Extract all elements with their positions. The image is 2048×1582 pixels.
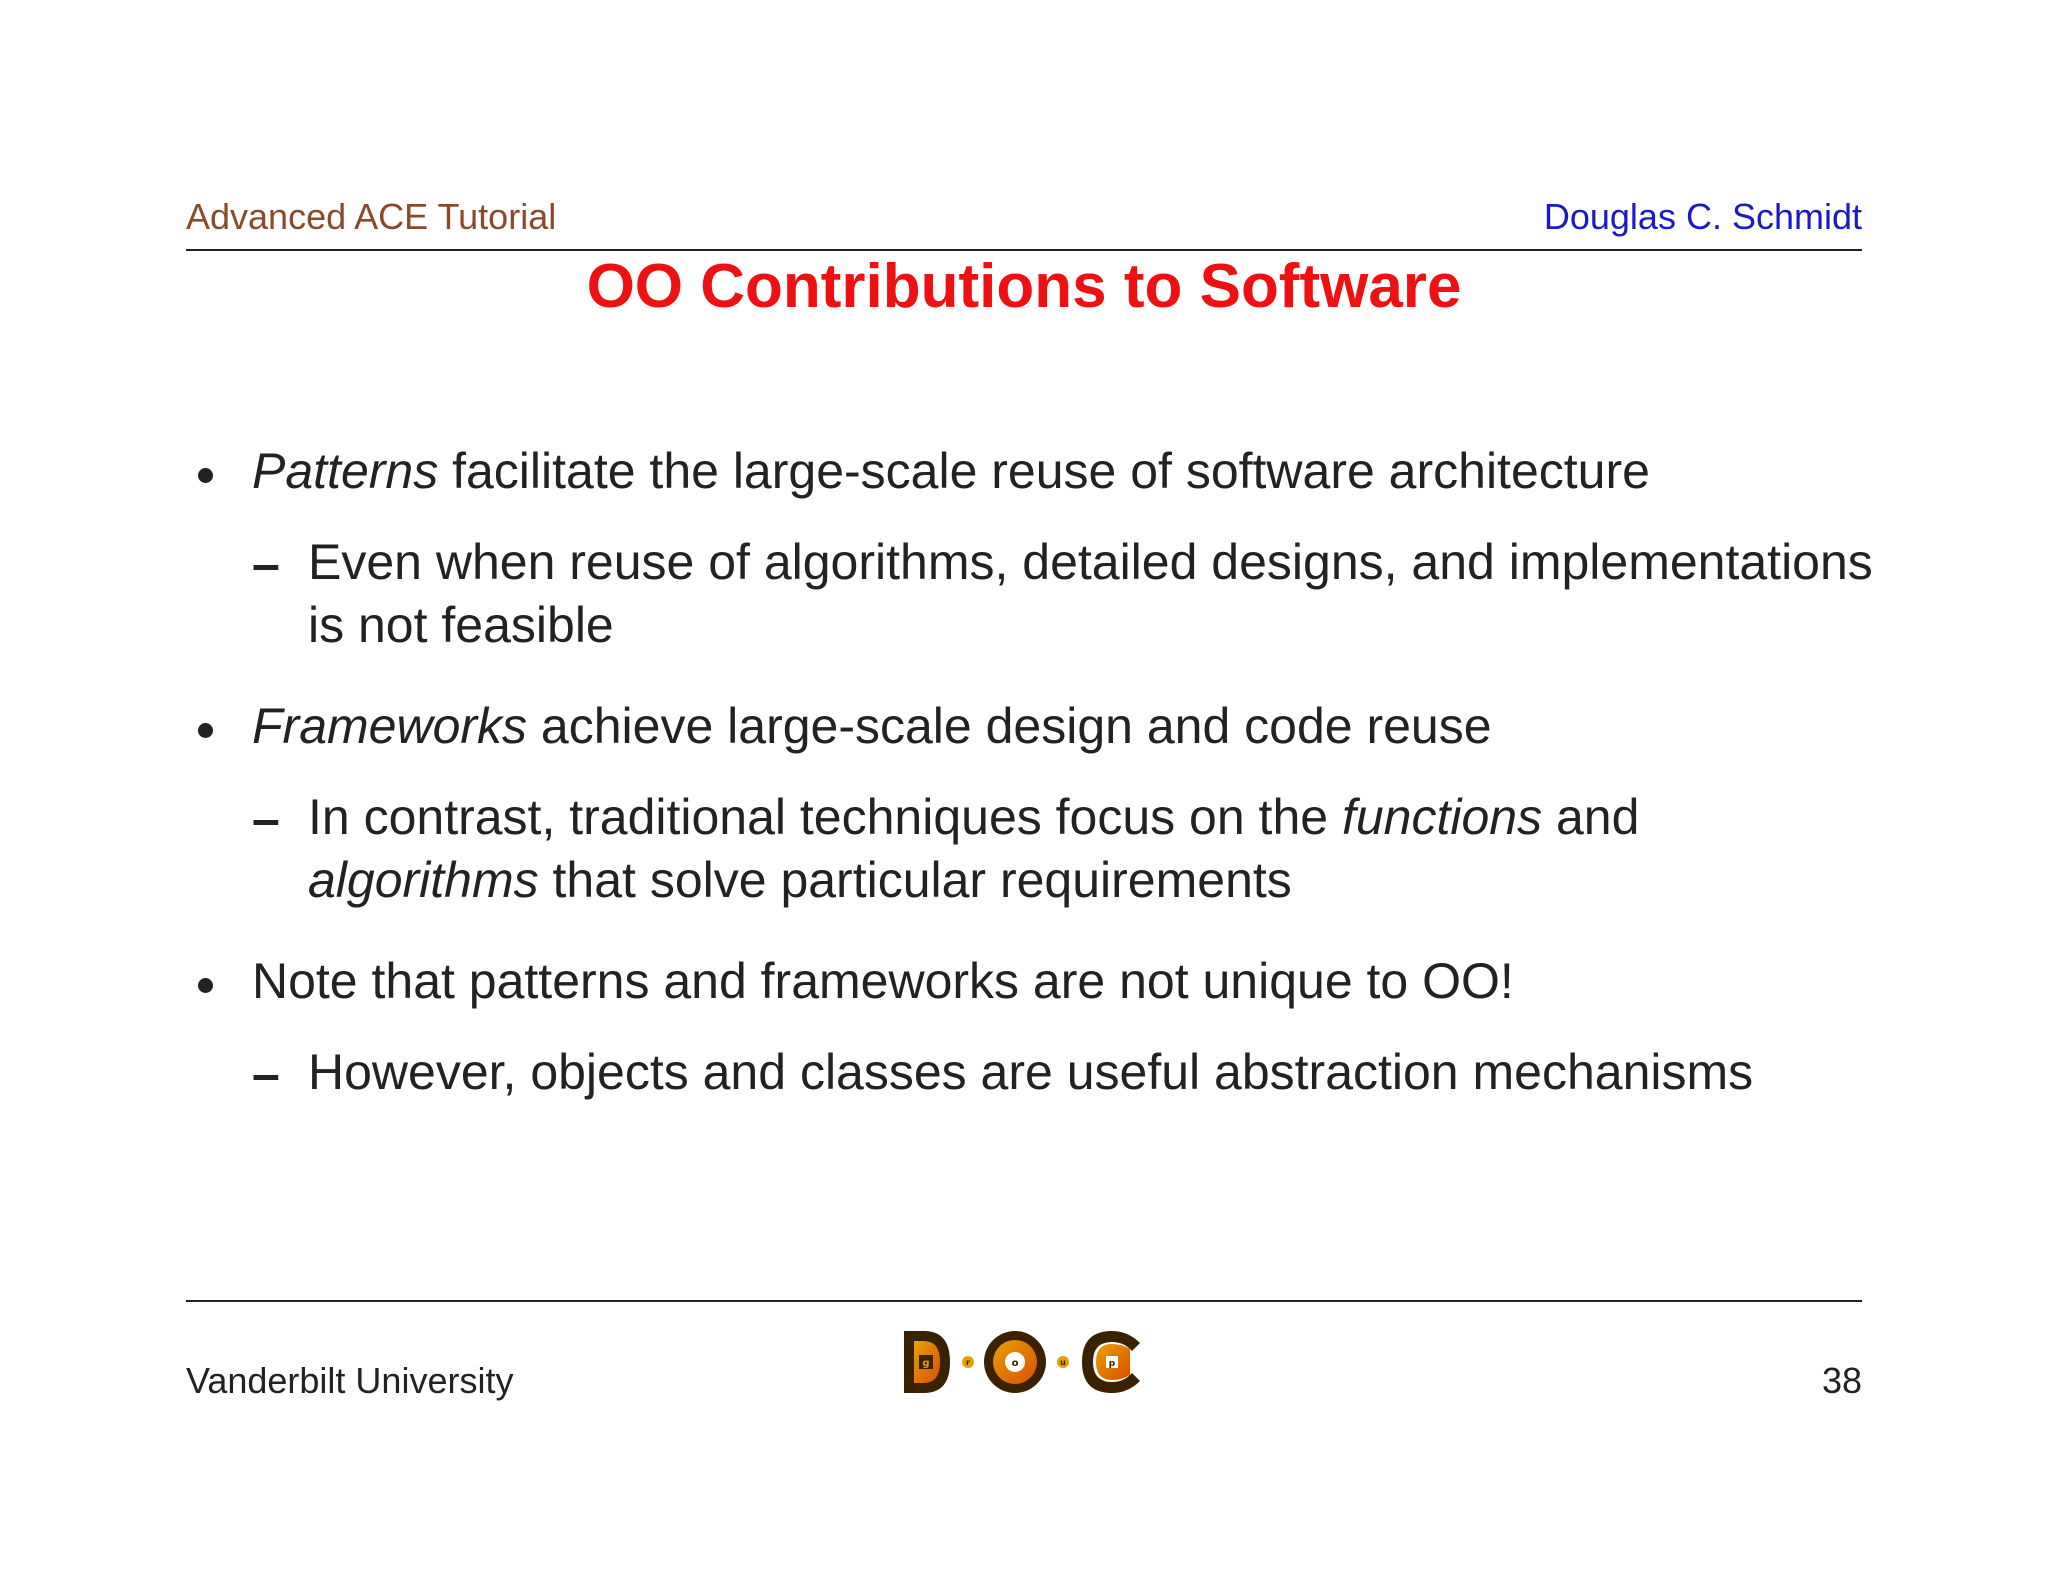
doc-group-logo xyxy=(900,1325,1150,1400)
dash-icon: – xyxy=(252,1046,280,1102)
bullet-dot-icon xyxy=(198,468,213,483)
sub-bullet-text: Even when reuse of algorithms, detailed designs, and implementations is not feasible xyxy=(308,534,1873,653)
bullet-item xyxy=(186,440,1886,503)
slide-title: OO Contributions to Software xyxy=(586,252,1462,321)
bullet-item xyxy=(186,950,1886,1013)
sub-bullet-text: In contrast, traditional techniques focus on the xyxy=(308,789,1342,845)
bullet-dot-icon xyxy=(198,723,213,738)
bullet-item xyxy=(186,695,1886,758)
logo-small-letter: p xyxy=(1108,1359,1116,1369)
slide-body xyxy=(186,440,1886,1142)
logo-small-letter: g xyxy=(922,1358,930,1369)
bottom-rule xyxy=(186,1300,1862,1302)
logo-letter-d xyxy=(904,1331,950,1393)
sub-bullet-item xyxy=(186,786,1886,912)
logo-letter-o xyxy=(984,1331,1046,1393)
dash-icon: – xyxy=(252,791,280,847)
page-number: 38 xyxy=(1821,1360,1862,1401)
header-right-text: Douglas C. Schmidt xyxy=(1543,196,1862,237)
bullet-text: Note that patterns and frameworks are not unique to OO! xyxy=(252,953,1514,1009)
sub-bullet-text: and xyxy=(1542,789,1640,845)
header-left-text: Advanced ACE Tutorial xyxy=(186,196,557,237)
sub-bullet-italic-term: algorithms xyxy=(308,852,539,908)
footer-institution: Vanderbilt University xyxy=(186,1360,514,1401)
sub-bullet-text: that solve particular requirements xyxy=(538,852,1292,908)
logo-small-letter: o xyxy=(1011,1358,1019,1369)
bullet-dot-icon xyxy=(198,978,213,993)
bullet-text: achieve large-scale design and code reuse xyxy=(527,698,1492,754)
bullet-italic-term: Frameworks xyxy=(252,698,528,754)
sub-bullet-item xyxy=(186,531,1886,657)
sub-bullet-item xyxy=(186,1041,1886,1104)
sub-bullet-italic-term: functions xyxy=(1341,789,1543,845)
dash-icon: – xyxy=(252,536,280,592)
bullet-text: facilitate the large-scale reuse of software architecture xyxy=(438,443,1650,499)
logo-small-letter: r xyxy=(966,1358,970,1367)
logo-letter-c xyxy=(1082,1331,1140,1393)
sub-bullet-text: However, objects and classes are useful abstraction mechanisms xyxy=(308,1044,1754,1100)
logo-small-letter: u xyxy=(1060,1358,1066,1367)
bullet-italic-term: Patterns xyxy=(252,443,439,499)
